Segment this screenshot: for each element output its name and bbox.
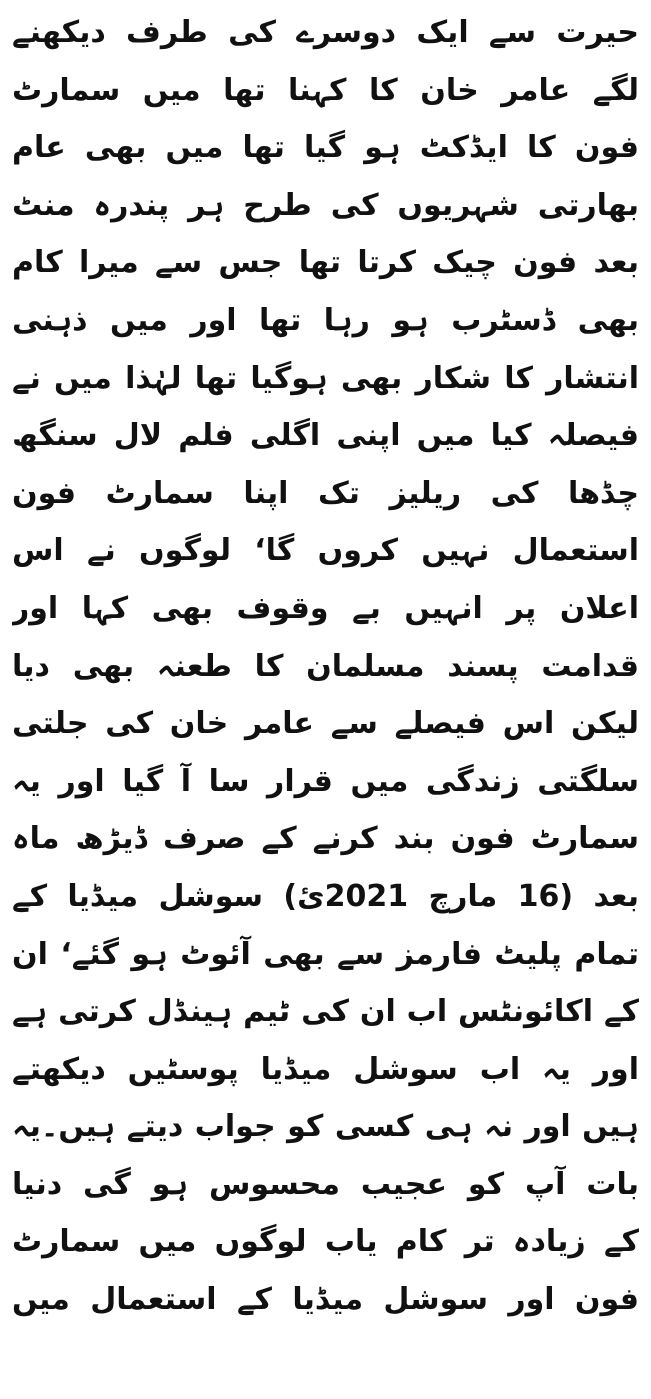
text-line: بھی ڈسٹرب ہو رہا تھا اور میں ذہنی <box>12 302 639 338</box>
text-line: سلگتی زندگی میں قرار سا آ گیا اور یہ <box>12 763 639 799</box>
text-line: بھارتی شہریوں کی طرح ہر پندرہ منٹ <box>12 187 639 223</box>
text-line: حیرت سے ایک دوسرے کی طرف دیکھنے <box>12 15 639 50</box>
text-line: استعمال نہیں کروں گا‘ لوگوں نے اس <box>12 533 639 569</box>
text-line: بات آپ کو عجیب محسوس ہو گی دنیا <box>12 1166 639 1202</box>
text-line: فون کا ایڈکٹ ہو گیا تھا میں بھی عام <box>12 130 639 166</box>
text-line: چڈھا کی ریلیز تک اپنا سمارٹ فون <box>12 475 639 511</box>
text-line: اور یہ اب سوشل میڈیا پوسٹیں دیکھتے <box>12 1051 639 1087</box>
text-line: کے زیادہ تر کام یاب لوگوں میں سمارٹ <box>12 1224 639 1260</box>
text-line: سمارٹ فون بند کرنے کے صرف ڈیڑھ ماہ <box>12 821 639 857</box>
text-line: فون اور سوشل میڈیا کے استعمال میں <box>12 1282 639 1318</box>
text-line: لگے عامر خان کا کہنا تھا میں سمارٹ <box>12 72 639 108</box>
text-line: تمام پلیٹ فارمز سے بھی آئوٹ ہو گئے‘ ان <box>12 936 639 972</box>
text-line: ہیں اور نہ ہی کسی کو جواب دیتے ہیں۔یہ <box>12 1109 639 1145</box>
text-line: اعلان پر انہیں بے وقوف بھی کہا اور <box>12 590 639 626</box>
text-line: کے اکائونٹس اب ان کی ٹیم ہینڈل کرتی ہے <box>12 994 639 1030</box>
text-line: لیکن اس فیصلے سے عامر خان کی جلتی <box>12 706 639 742</box>
text-line: انتشار کا شکار بھی ہوگیا تھا لہٰذا میں نے <box>12 360 639 396</box>
text-line: فیصلہ کیا میں اپنی اگلی فلم لال سنگھ <box>12 418 639 454</box>
text-line: بعد فون چیک کرتا تھا جس سے میرا کام <box>12 245 639 281</box>
text-line: قدامت پسند مسلمان کا طعنہ بھی دیا <box>12 648 639 684</box>
text-line: بعد (16 مارچ 2021ئ) سوشل میڈیا کے <box>12 878 639 914</box>
